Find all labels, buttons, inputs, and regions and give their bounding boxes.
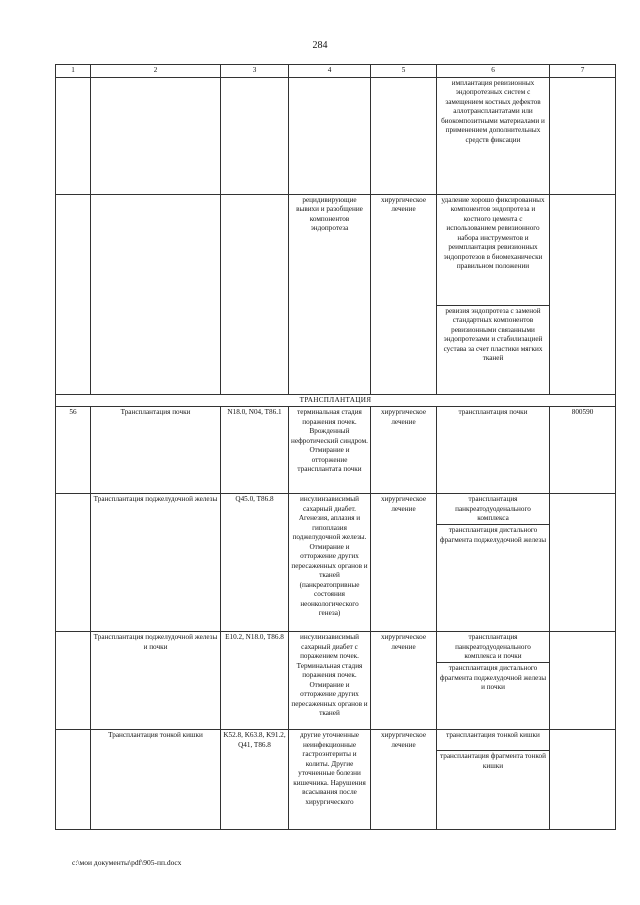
cell-codes: E10.2, N18.0, T86.8 [221,632,289,730]
table-row [56,407,616,494]
cell-cost [550,77,616,194]
cell-codes: N18.0, N04, T86.1 [221,407,289,494]
cell-treatment: хирургическое лечение [371,407,437,494]
cell-codes [221,194,289,394]
procedures-table [55,64,616,830]
table-row [56,730,616,830]
cell-treatment: хирургическое лечение [371,632,437,730]
cell-name: Трансплантация поджелудочной железы и почки [91,632,221,730]
column-number: 7 [550,65,616,78]
column-number: 4 [289,65,371,78]
method-item: трансплантация панкреатодуоденального комплекса [455,495,531,522]
method-item: трансплантация дистального фрагмента поджелудочной железы [437,524,549,546]
cell-cost: 800590 [550,407,616,494]
cell-no [56,730,91,830]
table-row [56,194,616,394]
cell-methods [437,194,550,394]
method-item: трансплантация дистального фрагмента поджелудочной железы и почки [437,662,549,694]
column-number: 2 [91,65,221,78]
cell-no [56,77,91,194]
cell-cost [550,730,616,830]
cell-no [56,632,91,730]
cell-method: имплантация ревизионных эндопротезных систем с замещением костных дефектов аллотрансплантатами или биокомпозитными материалами и применением дополнительных средств фиксации [437,77,550,194]
cell-codes: K52.8, K63.8, K91.2, Q41, T86.8 [221,730,289,830]
cell-no: 56 [56,407,91,494]
column-number: 3 [221,65,289,78]
method-item: ревизия эндопротеза с заменой стандартных компонентов ревизионными связанными эндопротезами и стабилизацией сустава за счет пластики мягких тканей [437,305,549,394]
cell-model [289,77,371,194]
method-item: трансплантация фрагмента тонкой кишки [437,750,549,772]
column-number: 6 [437,65,550,78]
section-header-row [56,394,616,407]
cell-treatment: хирургическое лечение [371,494,437,632]
cell-model: другие уточненные неинфекционные гастроэнтериты и колиты. Другие уточненные болезни кишечника. Нарушения всасывания после хирургического [289,730,371,830]
cell-codes [221,77,289,194]
column-number-row [56,65,616,78]
cell-name [91,77,221,194]
cell-treatment: хирургическое лечение [371,730,437,830]
table-row [56,632,616,730]
method-item: трансплантация тонкой кишки [446,731,540,739]
table-row [56,77,616,194]
cell-model: инсулинзависимый сахарный диабет с поражением почек. Терминальная стадия поражения почек. Отмирание и отторжение других пересаженных органов и тканей [289,632,371,730]
cell-model: инсулинзависимый сахарный диабет. Агенезия, аплазия и гипоплазия поджелудочной железы. Отмирание и отторжение других пересаженных органов и тканей (панкреатопривные состояния неонкологического генеза) [289,494,371,632]
page-number: 284 [312,40,328,51]
cell-methods [437,730,550,830]
cell-model: терминальная стадия поражения почек. Врожденный нефротический синдром. Отмирание и отторжение трансплантата почки [289,407,371,494]
cell-no [56,194,91,394]
cell-methods [437,632,550,730]
cell-cost [550,194,616,394]
table-row [56,494,616,632]
footer-file-path: c:\мои документы\pdf\905-пп.docx [72,858,182,867]
cell-method: трансплантация почки [437,407,550,494]
method-item: удаление хорошо фиксированных компонентов эндопротеза и костного цемента с использованием ревизионного набора инструментов и реимплантация ревизионных эндопротезов в биомеханически правильном положении [441,195,545,270]
cell-no [56,494,91,632]
cell-name: Трансплантация почки [91,407,221,494]
cell-codes: Q45.0, T86.8 [221,494,289,632]
cell-name: Трансплантация поджелудочной железы [91,494,221,632]
column-number: 1 [56,65,91,78]
cell-cost [550,632,616,730]
cell-name [91,194,221,394]
cell-treatment [371,77,437,194]
cell-model: рецидивирующие вывихи и разобщение компонентов эндопротеза [289,194,371,394]
cell-methods [437,494,550,632]
cell-cost [550,494,616,632]
method-item: трансплантация панкреатодуоденального комплекса и почки [455,633,531,660]
cell-name: Трансплантация тонкой кишки [91,730,221,830]
column-number: 5 [371,65,437,78]
section-title: ТРАНСПЛАНТАЦИЯ [56,394,616,407]
cell-treatment: хирургическое лечение [371,194,437,394]
